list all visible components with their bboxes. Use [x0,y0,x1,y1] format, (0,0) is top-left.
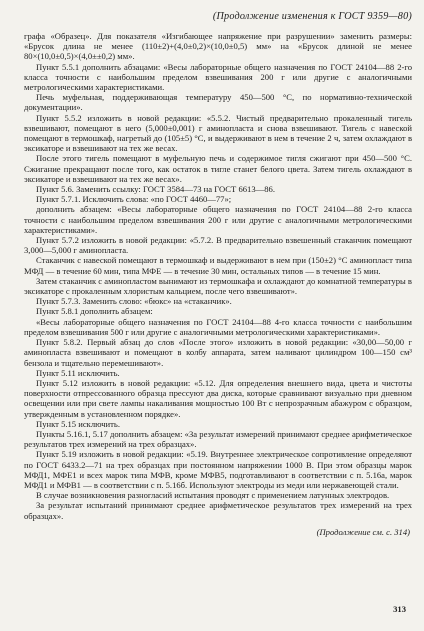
paragraph: Пункт 5.11 исключить. [36,367,120,378]
paragraph: За результат испытаний принимают среднее арифметическое результатов трех измерений на трех образцах». [24,500,412,521]
paragraph: «Весы лабораторные общего назначения по ГОСТ 24104—88 4-го класса точности с наибольшим пределом взвешивания 500 г или другие с аналогичными метрологическими характеристиками». [24,316,412,337]
paragraph: После этого тигель помещают в муфельную печь и содержимое тигля сжигают при 450—500 °С. Сжигание прекращают после того, как остаток в тигле станет белого цвета. Затем тигель охлаждают в эксикаторе и взвешивают на тех же весах». [24,153,412,184]
paragraph: Пункт 5.15 исключить. [36,418,120,429]
page-number: 313 [393,604,406,614]
paragraph: Пункт 5.8.2. Первый абзац до слов «После этого» изложить в новой редакции: «30,00—50,00 г аминопласта взвешивают и помещают в колбу аппарата, затем наливают цилиндром 100—150 см³ бензола и тщательно перемешивают». [24,337,412,368]
paragraph: Пункт 5.5.1 дополнить абзацами: «Весы лабораторные общего назначения по ГОСТ 24104—88 2-го класса точности с наибольшим пределом взвешивания 200 г или другие с аналогичными метрологическими характеристиками. [24,61,412,93]
paragraph: Пункты 5.16.1, 5.17 дополнить абзацем: «За результат измерений принимают среднее арифметическое результатов трех измерений на трех образцах». [24,428,412,450]
paragraph: Пункт 5.5.2 изложить в новой редакции: «5.5.2. Чистый предварительно прокаленный тигель взвешивают, помещают в него (5,000±0,001) г аминопласта и снова взвешивают. Тигель с навеской помещают в термошкаф, нагретый до (105±5) °С, и выдерживают в нем в течение 2 ч, затем охлаждают в эксикаторе и взвешивают на тех же весах. [24,112,412,154]
paragraph: В случае возникновения разногласий испытания проводят с применением латунных электродов. [36,490,390,501]
paragraph: Пункт 5.7.1. Исключить слова: «по ГОСТ 4460—77»; [36,194,232,205]
paragraph: графа «Образец». Для показателя «Изгибающее напряжение при разрушении» заменить размеры: «Брусок длина не менее (110±2)+(4,0±0,2)×(10,0±0,5) мм» на «Брусок длиной не менее 80×(10,0±0,5)×(4,0±±0,2) мм». [24,31,412,62]
paragraph: Печь муфельная, поддерживающая температуру 450—500 °С, по нормативно-технической документации». [24,92,412,113]
paragraph: Затем стаканчик с аминопластом вынимают из термошкафа и охлаждают до комнатной температуры в эксикаторе с прокаленным хлористым кальцием, после чего взвешивают». [24,275,412,297]
paragraph: Пункт 5.12 изложить в новой редакции: «5.12. Для определения внешнего вида, цвета и чистоты поверхности отпрессованного образца прессуют два диска, которые сравнивают визуально при дневном освещении или при свете лампы накаливания мощностью 100 Вт с непрозрачным абажуром с образцом, утвержденным в установленном порядке». [24,377,412,419]
document-body [24,31,412,521]
continuation-note: (Продолжение см. с. 314) [316,526,410,537]
paragraph: Пункт 5.6. Заменить ссылку: ГОСТ 3584—73 на ГОСТ 6613—86. [36,184,275,195]
paragraph: Стаканчик с навеской помещают в термошкаф и выдерживают в нем при (150±2) °С аминопласт типа МФД — в течение 60 мин, типа МФЕ — в течение 30 мин, остальных типов — в течение 15 мин. [24,255,412,276]
page-header: (Продолжение изменения к ГОСТ 9359—80) [212,11,412,22]
paragraph: Пункт 5.7.3. Заменить слово: «бюкс» на «стаканчик». [36,296,232,307]
paragraph: Пункт 5.7.2 изложить в новой редакции: «5.7.2. В предварительно взвешенный стаканчик помещают 3,000—5,000 г аминопласта. [24,235,412,256]
paragraph: Пункт 5.8.1 дополнить абзацем: [36,306,153,317]
paragraph: дополнить абзацем: «Весы лабораторные общего назначения по ГОСТ 24104—88 2-го класса точности с наибольшим пределом взвешивания 200 г или другие с аналогичными метрологическими характеристиками». [24,204,412,235]
paragraph: Пункт 5.19 изложить в новой редакции: «5.19. Внутреннее электрическое сопротивление определяют по ГОСТ 6433.2—71 на трех образцах при постоянном напряжении 1000 В. При этом образцы марок МФД1, МФЕ1 и всех марок типа МФВ, кроме МФВ5, подготавливают в соответствии с п. 5.16а, марок МФД1 и МФВ1 — в соответствии с п. 5.16б. Используют электроды из меди или нержавеющей стали. [24,449,412,490]
